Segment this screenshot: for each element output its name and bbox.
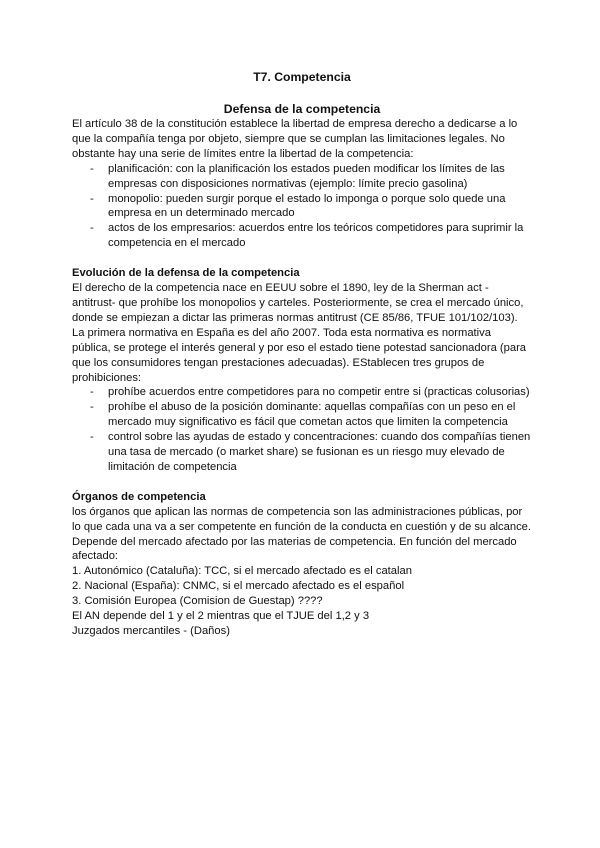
list-item-text: control sobre las ayudas de estado y concentraciones: cuando dos compañías tienen una tasa de mercado (o market share) se fusionan es un riesgo muy elevado de limitación de competencia <box>108 431 531 473</box>
dash-bullet: - <box>90 222 94 235</box>
text-line: El AN depende del 1 y el 2 mientras que el TJUE del 1,2 y 3 <box>72 610 370 623</box>
list-item-text: actos de los empresarios: acuerdos entre los teóricos competidores para suprimir la competencia en el mercado <box>108 222 524 250</box>
list-item-text: prohíbe el abuso de la posición dominante: aquellas compañías con un peso en el mercado muy significativo es fácil que cometan actos que limiten la competencia <box>108 401 516 429</box>
list-item-text: prohíbe acuerdos entre competidores para no competir entre si (practicas colusorias) <box>108 386 530 399</box>
text-line: Juzgados mercantiles - (Daños) <box>72 625 230 637</box>
dash-bullet: - <box>90 431 94 444</box>
list-item <box>72 400 532 430</box>
list-item-text: monopolio: pueden surgir porque el estado lo imponga o porque solo quede una empresa en un determinado mercado <box>108 192 506 220</box>
section-evolucion-list <box>72 385 532 474</box>
list-item <box>72 192 532 222</box>
list-item <box>72 221 532 251</box>
spacer <box>72 251 532 266</box>
section-defensa-intro: El artículo 38 de la constitución establece la libertad de empresa derecho a dedicarse a lo que la compañía tenga por objeto, siempre que se cumplan las limitaciones legales. No obstante hay una serie de límites entre la libertad de la competencia: <box>72 118 518 160</box>
dash-bullet: - <box>90 162 94 175</box>
text-line: 1. Autonómico (Cataluña): TCC, si el mercado afectado es el catalan <box>72 565 412 578</box>
list-item-text: planificación: con la planificación los estados pueden modificar los límites de las empresas con disposiciones normativas (ejemplo: límite precio gasolina) <box>108 162 505 190</box>
section-heading-evolucion: Evolución de la defensa de la competencia <box>72 267 300 280</box>
list-item <box>72 385 532 400</box>
dash-bullet: - <box>90 192 94 205</box>
section-heading-defensa: Defensa de la competencia <box>223 102 381 116</box>
document-page <box>72 70 532 639</box>
text-line: 3. Comisión Europea (Comision de Guestap) ???? <box>72 595 323 608</box>
list-item <box>72 430 532 475</box>
section-defensa-list <box>72 162 532 251</box>
spacer <box>72 475 532 490</box>
section-heading-organos: Órganos de competencia <box>72 490 206 503</box>
list-item <box>72 162 532 192</box>
section-organos-paragraph: los órganos que aplican las normas de competencia son las administraciones públicas, por lo que cada una va a ser competente en función de la conducta en cuestión y de su alcance. Depende del mercado afectado por las materias de competencia. En función del mercado afectado: <box>72 505 531 563</box>
text-line: 2. Nacional (España): CNMC, si el mercado afectado es el español <box>72 580 405 593</box>
section-evolucion-paragraph: El derecho de la competencia nace en EEUU sobre el 1890, ley de la Sherman act -antitrust- que prohíbe los monopolios y carteles. Posteriormente, se crea el mercado único, donde se empiezan a dictar las primeras normas antitrust (CE 85/86, TFUE 101/102/103). La primera normativa en España es del año 2007. Toda esta normativa es normativa pública, se protege el interés general y por eso el estado tiene potestad sancionadora (para que los consumidores tengan prestaciones adecuadas). EStablecen tres grupos de prohibiciones: <box>72 282 527 384</box>
dash-bullet: - <box>90 401 94 414</box>
dash-bullet: - <box>90 386 94 399</box>
document-title: T7. Competencia <box>253 70 351 84</box>
